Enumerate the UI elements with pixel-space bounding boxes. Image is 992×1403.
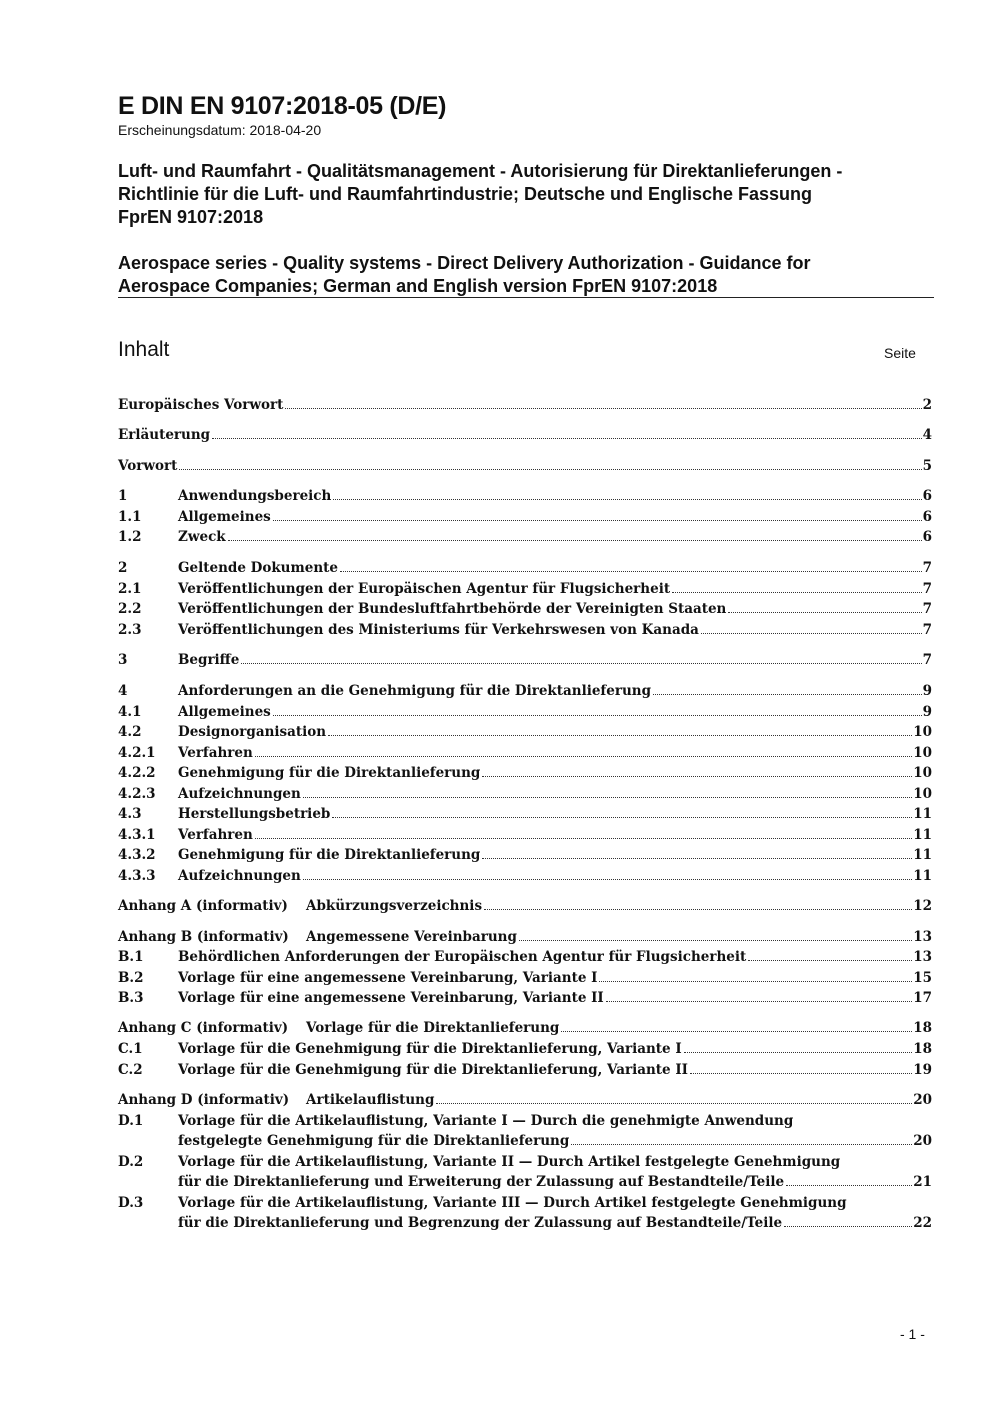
toc-entry-title: Veröffentlichungen der Europäischen Agentur für Flugsicherheit	[178, 581, 671, 597]
toc-dot-leader	[285, 408, 921, 409]
toc-entry-title: für die Direktanlieferung und Begrenzung der Zulassung auf Bestandteile/Teile	[178, 1215, 783, 1231]
toc-entry-title: Genehmigung für die Direktanlieferung	[178, 765, 481, 781]
toc-entry[interactable]	[118, 722, 932, 742]
toc-entry[interactable]	[118, 845, 932, 865]
title-german	[118, 160, 938, 229]
toc-entry[interactable]	[118, 927, 932, 947]
toc-entry-page: 9	[922, 683, 932, 699]
toc-dot-leader	[484, 909, 912, 910]
toc-entry[interactable]	[118, 968, 932, 988]
toc-dot-leader	[672, 592, 922, 593]
toc-entry-page: 6	[922, 529, 932, 545]
toc-entry-title: Herstellungsbetrieb	[178, 806, 331, 822]
toc-entry-title: Vorlage für die Direktanlieferung	[306, 1020, 560, 1036]
toc-entry-number: Anhang C (informativ)	[118, 1020, 289, 1036]
toc-dot-leader	[606, 1001, 912, 1002]
toc-entry-page: 4	[922, 427, 932, 443]
toc-entry[interactable]	[118, 1193, 932, 1213]
toc-entry-title: Geltende Dokumente	[178, 560, 339, 576]
toc-entry-number: 4.3.3	[118, 868, 156, 884]
toc-entry[interactable]	[118, 425, 932, 445]
toc-entry-page: 11	[913, 868, 932, 884]
toc-entry-title: Veröffentlichungen der Bundesluftfahrtbehörde der Vereinigten Staaten	[178, 601, 727, 617]
toc-entry-number: 4.2.1	[118, 745, 156, 761]
toc-entry-page: 10	[913, 745, 932, 761]
toc-dot-leader	[303, 879, 912, 880]
toc-dot-leader	[786, 1185, 912, 1186]
toc-entry-title: Aufzeichnungen	[178, 868, 301, 884]
toc-entry[interactable]	[118, 456, 932, 476]
toc-dot-leader	[228, 540, 922, 541]
toc-entry-page: 13	[913, 929, 932, 945]
toc-dot-leader	[333, 499, 921, 500]
toc-dot-leader	[303, 797, 912, 798]
toc-entry-page: 7	[922, 601, 932, 617]
toc-entry-page: 7	[922, 652, 932, 668]
toc-entry-title: Verfahren	[178, 827, 253, 843]
toc-entry-number: B.3	[118, 990, 144, 1006]
toc-entry[interactable]	[118, 1131, 932, 1151]
toc-entry-title: Artikelauflistung	[306, 1092, 435, 1108]
toc-entry-page: 6	[922, 509, 932, 525]
toc-entry-number: D.1	[118, 1113, 144, 1129]
toc-dot-leader	[748, 960, 912, 961]
toc-entry-title: Vorwort	[118, 458, 178, 474]
title-german-line: Richtlinie für die Luft- und Raumfahrtindustrie; Deutsche und Englische Fassung	[118, 184, 813, 204]
toc-entry-title: Angemessene Vereinbarung	[306, 929, 517, 945]
toc-entry[interactable]	[118, 702, 932, 722]
toc-entry[interactable]	[118, 599, 932, 619]
toc-dot-leader	[653, 694, 922, 695]
toc-entry-number: C.2	[118, 1062, 143, 1078]
toc-entry-page: 18	[913, 1041, 932, 1057]
toc-entry[interactable]	[118, 896, 932, 916]
toc-entry[interactable]	[118, 527, 932, 547]
toc-entry-page: 17	[913, 990, 932, 1006]
toc-entry-number: 2.2	[118, 601, 142, 617]
toc-entry-title: Europäisches Vorwort	[118, 397, 284, 413]
toc-dot-leader	[482, 776, 912, 777]
toc-entry-page: 7	[922, 560, 932, 576]
toc-entry[interactable]	[118, 784, 932, 804]
toc-entry-number: 4.1	[118, 704, 142, 720]
toc-entry-title: Anwendungsbereich	[178, 488, 332, 504]
toc-entry-title: Begriffe	[178, 652, 240, 668]
toc-entry-page: 7	[922, 581, 932, 597]
toc-entry[interactable]	[118, 1172, 932, 1192]
publication-date: Erscheinungsdatum: 2018-04-20	[118, 122, 322, 138]
toc-entry-title: Verfahren	[178, 745, 253, 761]
toc-entry-number: C.1	[118, 1041, 143, 1057]
toc-entry[interactable]	[118, 763, 932, 783]
toc-entry-number: Anhang A (informativ)	[118, 898, 288, 914]
toc-dot-leader	[701, 633, 922, 634]
toc-entry-page: 19	[913, 1062, 932, 1078]
toc-entry-page: 5	[922, 458, 932, 474]
toc-entry-page: 21	[913, 1174, 932, 1190]
toc-entry-title: Aufzeichnungen	[178, 786, 301, 802]
toc-entry[interactable]	[118, 743, 932, 763]
toc-dot-leader	[255, 838, 912, 839]
title-english-line: Aerospace series - Quality systems - Direct Delivery Authorization - Guidance for	[118, 253, 811, 273]
toc-entry[interactable]	[118, 650, 932, 670]
toc-entry-page: 11	[913, 827, 932, 843]
toc-entry[interactable]	[118, 1090, 932, 1110]
toc-entry-number: 1.2	[118, 529, 142, 545]
toc-entry-page: 2	[922, 397, 932, 413]
toc-entry-number: 4	[118, 683, 128, 699]
toc-entry-number: 2.1	[118, 581, 142, 597]
toc-entry-title: Zweck	[178, 529, 226, 545]
toc-entry[interactable]	[118, 804, 932, 824]
toc-entry-title: Vorlage für eine angemessene Vereinbarung, Variante I	[178, 970, 598, 986]
toc-entry-number: 4.3.2	[118, 847, 156, 863]
toc-dot-leader	[561, 1031, 912, 1032]
toc-entry[interactable]	[118, 988, 932, 1008]
toc-entry-title: für die Direktanlieferung und Erweiterung der Zulassung auf Bestandteile/Teile	[178, 1174, 785, 1190]
toc-entry-title: Allgemeines	[178, 704, 271, 720]
toc-dot-leader	[328, 735, 912, 736]
toc-entry[interactable]	[118, 620, 932, 640]
toc-entry-page: 20	[913, 1092, 932, 1108]
toc-entry[interactable]	[118, 395, 932, 415]
toc-entry-number: 4.3.1	[118, 827, 156, 843]
toc-dot-leader	[255, 756, 912, 757]
toc-dot-leader	[212, 438, 921, 439]
title-english	[118, 252, 938, 298]
toc-entry-page: 11	[913, 806, 932, 822]
toc-dot-leader	[241, 663, 921, 664]
toc-entry-page: 13	[913, 949, 932, 965]
toc-entry[interactable]	[118, 1111, 932, 1131]
toc-entry-title: Veröffentlichungen des Ministeriums für Verkehrswesen von Kanada	[178, 622, 699, 638]
toc-entry-page: 12	[913, 898, 932, 914]
toc-entry-number: 1.1	[118, 509, 142, 525]
toc-entry-page: 20	[913, 1133, 932, 1149]
toc-entry[interactable]	[118, 1060, 932, 1080]
toc-entry-title: festgelegte Genehmigung für die Direktanlieferung	[178, 1133, 570, 1149]
toc-entry-title: Behördlichen Anforderungen der Europäischen Agentur für Flugsicherheit	[178, 949, 747, 965]
toc-dot-leader	[273, 715, 922, 716]
toc-dot-leader	[684, 1052, 913, 1053]
toc-entry-page: 15	[913, 970, 932, 986]
toc-entry-number: 4.2.3	[118, 786, 156, 802]
toc-entry-title: Designorganisation	[178, 724, 327, 740]
title-german-line: FprEN 9107:2018	[118, 207, 264, 227]
toc-entry-page: 10	[913, 724, 932, 740]
toc-entry-title: Allgemeines	[178, 509, 271, 525]
toc-entry-title: Vorlage für die Genehmigung für die Direktanlieferung, Variante I	[178, 1041, 682, 1057]
toc-entry[interactable]	[118, 1152, 932, 1172]
toc-page-label: Seite	[884, 345, 916, 361]
toc-entry-page: 7	[922, 622, 932, 638]
toc-entry-page: 6	[922, 488, 932, 504]
toc-entry[interactable]	[118, 1018, 932, 1038]
toc-entry-number: 2.3	[118, 622, 142, 638]
toc-entry-page: 18	[913, 1020, 932, 1036]
toc-dot-leader	[332, 817, 912, 818]
title-english-line: Aerospace Companies; German and English version FprEN 9107:2018	[118, 276, 718, 296]
toc-entry[interactable]	[118, 681, 932, 701]
toc-entry-page: 10	[913, 786, 932, 802]
toc-entry-page: 10	[913, 765, 932, 781]
toc-dot-leader	[690, 1073, 912, 1074]
toc-entry[interactable]	[118, 1039, 932, 1059]
toc-entry[interactable]	[118, 866, 932, 886]
toc-dot-leader	[273, 520, 922, 521]
toc-dot-leader	[571, 1144, 912, 1145]
toc-dot-leader	[436, 1103, 912, 1104]
standard-id: E DIN EN 9107:2018-05 (D/E)	[118, 92, 447, 120]
toc-dot-leader	[519, 940, 912, 941]
toc-entry-title: Anforderungen an die Genehmigung für die Direktanlieferung	[178, 683, 652, 699]
title-divider	[118, 297, 934, 298]
toc-entry-title: Erläuterung	[118, 427, 211, 443]
toc-entry[interactable]	[118, 1213, 932, 1233]
toc-entry-number: 3	[118, 652, 128, 668]
toc-entry[interactable]	[118, 579, 932, 599]
toc-entry-page: 22	[913, 1215, 932, 1231]
toc-entry-number: B.1	[118, 949, 144, 965]
toc-entry-title: Vorlage für eine angemessene Vereinbarung, Variante II	[178, 990, 604, 1006]
toc-entry-number: Anhang D (informativ)	[118, 1092, 290, 1108]
page-number: - 1 -	[900, 1326, 925, 1342]
toc-dot-leader	[340, 571, 922, 572]
toc-entry-number: D.2	[118, 1154, 144, 1170]
toc-dot-leader	[784, 1226, 912, 1227]
toc-entry-page: 11	[913, 847, 932, 863]
toc-entry[interactable]	[118, 558, 932, 578]
toc-entry-title: Vorlage für die Artikelauflistung, Variante III — Durch Artikel festgelegte Genehmigung	[178, 1195, 847, 1211]
toc-entry[interactable]	[118, 947, 932, 967]
toc-entry-number: 2	[118, 560, 128, 576]
toc-entry-number: 4.2.2	[118, 765, 156, 781]
toc-entry-number: 4.3	[118, 806, 142, 822]
toc-dot-leader	[482, 858, 912, 859]
toc-entry-number: 4.2	[118, 724, 142, 740]
toc-entry-number: 1	[118, 488, 128, 504]
toc-entry-number: D.3	[118, 1195, 144, 1211]
toc-entry-title: Vorlage für die Artikelauflistung, Variante II — Durch Artikel festgelegte Genehmigung	[178, 1154, 841, 1170]
toc-entry[interactable]	[118, 507, 932, 527]
toc-entry-page: 9	[922, 704, 932, 720]
toc-entry[interactable]	[118, 486, 932, 506]
toc-heading: Inhalt	[118, 338, 170, 361]
toc-entry-number: Anhang B (informativ)	[118, 929, 289, 945]
title-german-line: Luft- und Raumfahrt - Qualitätsmanagement - Autorisierung für Direktanlieferungen -	[118, 161, 843, 181]
toc-dot-leader	[179, 469, 921, 470]
toc-entry-title: Abkürzungsverzeichnis	[306, 898, 483, 914]
toc-entry[interactable]	[118, 825, 932, 845]
toc-dot-leader	[599, 981, 912, 982]
toc-entry-title: Genehmigung für die Direktanlieferung	[178, 847, 481, 863]
toc-dot-leader	[728, 612, 921, 613]
toc-entry-number: B.2	[118, 970, 144, 986]
toc-entry-title: Vorlage für die Genehmigung für die Direktanlieferung, Variante II	[178, 1062, 688, 1078]
toc-entry-title: Vorlage für die Artikelauflistung, Variante I — Durch die genehmigte Anwendung	[178, 1113, 794, 1129]
